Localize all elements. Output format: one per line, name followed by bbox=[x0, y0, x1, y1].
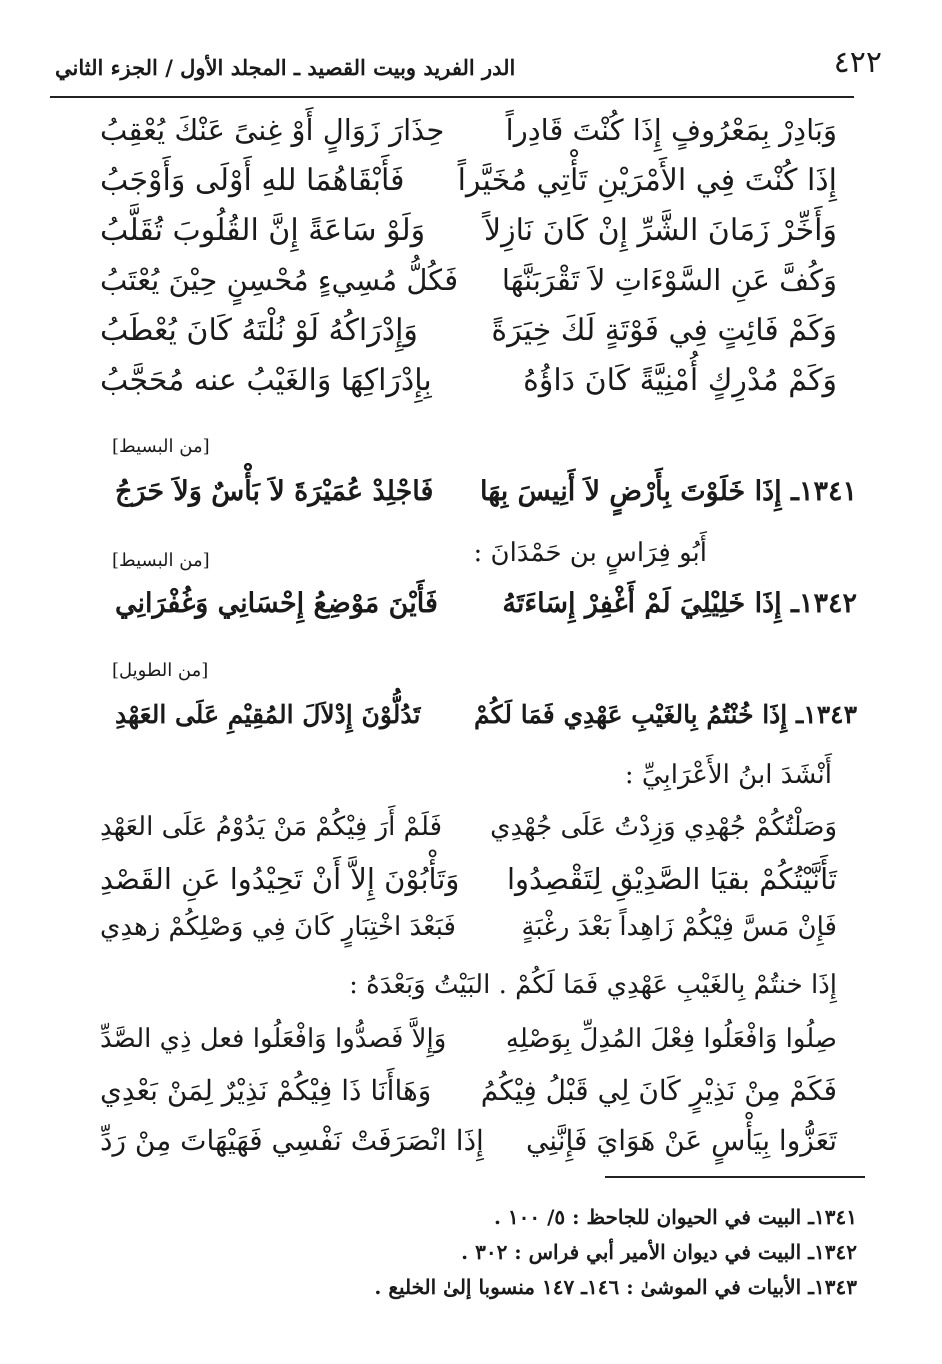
page-number: ٤٢٢ bbox=[833, 45, 882, 80]
verse-line bbox=[100, 1124, 837, 1174]
numbered-verse-1342 bbox=[115, 588, 857, 638]
verse-second-hemistich: حِذَارَ زَوَالٍ أَوْ غِنىً عَنْكَ يُعْقِبُ bbox=[100, 113, 445, 147]
verse-line bbox=[100, 363, 837, 413]
verse-first-hemistich: ١٣٤١ـ إِذَا خَلَوْتَ بِأَرْضٍ لاَ أَنِيسَ بِهَا bbox=[480, 476, 857, 507]
verse-second-hemistich: فَلَمْ أَرَ فِيْكُمْ مَنْ يَدُوْمُ عَلَى العَهْدِ bbox=[100, 812, 443, 842]
attribution: أَبُو فِرَاسٍ بن حَمْدَانَ : bbox=[473, 538, 707, 568]
meter-label: [من البسيط] bbox=[112, 436, 210, 457]
verse-first-hemistich: ١٣٤٣ـ إِذَا خُنْتُمُ بِالغَيْبِ عَهْدِي فَمَا لَكُمْ bbox=[473, 700, 857, 729]
verse-line bbox=[100, 113, 837, 163]
prose-line: إِذَا خنتُمْ بِالغَيْبِ عَهْدِي فَمَا لَكُمْ . البَيْتُ وَبَعْدَهُ : bbox=[349, 970, 837, 1000]
verse-second-hemistich: وَتَأْبُوْنَ إِلاَّ أَنْ تَحِيْدُوا عَنِ القَصْدِ bbox=[100, 862, 460, 896]
verse-second-hemistich: بِإِدْرَاكِهَا وَالغَيْبُ عنه مُحَجَّبُ bbox=[100, 363, 432, 398]
header-rule bbox=[50, 96, 854, 98]
attribution: أَنْشَدَ ابنُ الأَعْرَابِيِّ : bbox=[624, 760, 832, 790]
verse-second-hemistich: تَدُلُّوْنَ إِدْلاَلَ المُقِيْمِ عَلَى العَهْدِ bbox=[115, 700, 421, 729]
verse-line bbox=[100, 313, 837, 363]
meter-label: [من البسيط] bbox=[112, 550, 210, 571]
verse-first-hemistich: إِذَا كُنْتَ فِي الأَمْرَيْنِ تَأْتِي مُخَيَّراً bbox=[457, 163, 837, 198]
verse-first-hemistich: ١٣٤٢ـ إِذَا خَلِيْلِيَ لَمْ أَغْفِرْ إِسَاءَتَهُ bbox=[502, 588, 857, 619]
verse-second-hemistich: فَأَيْنَ مَوْضِعُ إِحْسَانِي وَغُفْرَانِي bbox=[115, 588, 438, 619]
meter-label: [من الطويل] bbox=[112, 660, 209, 681]
verse-line bbox=[100, 912, 837, 962]
verse-second-hemistich: وَلَوْ سَاعَةً إِنَّ القُلُوبَ تُقَلَّبُ bbox=[100, 213, 426, 248]
verse-second-hemistich: فَاجْلِدْ عُمَيْرَةَ لاَ بَأْسٌ وَلاَ حَرَجُ bbox=[115, 476, 434, 507]
verse-first-hemistich: فَإِنْ مَسَّ فِيْكُمْ زَاهِداً بَعْدَ رغْبَةٍ bbox=[521, 912, 837, 942]
verse-line bbox=[100, 812, 837, 862]
verse-second-hemistich: فَكُلُّ مُسِيءٍ مُحْسِنٍ حِيْنَ يُعْتَبُ bbox=[100, 263, 459, 297]
footnote: ١٣٤١ـ البيت في الحيوان للجاحظ : ٥/ ١٠٠ . bbox=[493, 1205, 857, 1229]
verse-second-hemistich: فَأَبْقَاهُمَا للهِ أَوْلَى وَأَوْجَبُ bbox=[100, 163, 405, 198]
verse-second-hemistich: وَإِلاَّ فَصدُّوا وَافْعَلُوا فعل ذِي الصَّدِّ bbox=[100, 1024, 447, 1054]
verse-first-hemistich: وَأَخِّرْ زَمَانَ الشَّرِّ إِنْ كَانَ نَازِلاً bbox=[483, 213, 837, 248]
verse-line bbox=[100, 213, 837, 263]
verse-first-hemistich: تَعَزُّوا بِيَأْسٍ عَنْ هَوَايَ فَإِنَّنِي bbox=[525, 1124, 837, 1157]
verse-second-hemistich: فَبَعْدَ اخْتِبَارٍ كَانَ فِي وَصْلِكُمْ زهدِي bbox=[100, 912, 456, 942]
verse-first-hemistich: صِلُوا وَافْعَلُوا فِعْلَ المُدِلِّ بِوَصْلِهِ bbox=[505, 1024, 837, 1054]
numbered-verse-1343 bbox=[115, 700, 857, 750]
running-title: الدر الفريد وبيت القصيد ـ المجلد الأول / الجزء الثاني bbox=[55, 55, 516, 80]
verse-line bbox=[100, 862, 837, 912]
footnote: ١٣٤٣ـ الأبيات في الموشىٰ : ١٤٦ـ ١٤٧ منسوبا إلىٰ الخليع . bbox=[374, 1275, 857, 1299]
verse-second-hemistich: وَهَاأَنَا ذَا فِيْكُمْ نَذِيْرٌ لِمَنْ بَعْدِي bbox=[100, 1074, 432, 1107]
verse-line bbox=[100, 163, 837, 213]
verse-first-hemistich: وَكَمْ فَائِتٍ فِي فَوْتَةٍ لَكَ خِيَرَةً bbox=[491, 313, 837, 348]
verse-first-hemistich: وَصَلْتُكُمْ جُهْدِي وَزِدْتُ عَلَى جُهْدِي bbox=[490, 812, 837, 842]
verse-second-hemistich: إِذَا انْصَرَفَتْ نَفْسِي فَهَيْهَاتَ مِنْ رَدِّ bbox=[100, 1124, 484, 1157]
verse-line bbox=[100, 1024, 837, 1074]
footnote: ١٣٤٢ـ البيت في ديوان الأمير أبي فراس : ٣٠٢ . bbox=[461, 1240, 857, 1264]
verse-first-hemistich: وَكُفَّ عَنِ السَّوْءَاتِ لاَ تَقْرَبَنَّهَا bbox=[501, 263, 837, 297]
verse-first-hemistich: وَبَادِرْ بِمَعْرُوفٍ إِذَا كُنْتَ قَادِراً bbox=[505, 113, 837, 147]
verse-second-hemistich: وَإِدْرَاكُهُ لَوْ نُلْتَهُ كَانَ يُعْطَبُ bbox=[100, 313, 418, 348]
verse-first-hemistich: وَكَمْ مُدْرِكٍ أُمْنِيَّةً كَانَ دَاؤُهُ bbox=[523, 363, 837, 398]
verse-first-hemistich: تَأَنَّيْتُكُمْ بقيَا الصَّدِيْقِ لِتَقْصِدُوا bbox=[507, 862, 837, 896]
verse-line bbox=[100, 263, 837, 313]
verse-first-hemistich: فَكَمْ مِنْ نَذِيْرٍ كَانَ لِي قَبْلُ فِيْكُمُ bbox=[480, 1074, 837, 1107]
verse-line bbox=[100, 1074, 837, 1124]
numbered-verse-1341 bbox=[115, 476, 857, 526]
page-header bbox=[55, 45, 882, 97]
footnote-separator bbox=[605, 1176, 865, 1178]
